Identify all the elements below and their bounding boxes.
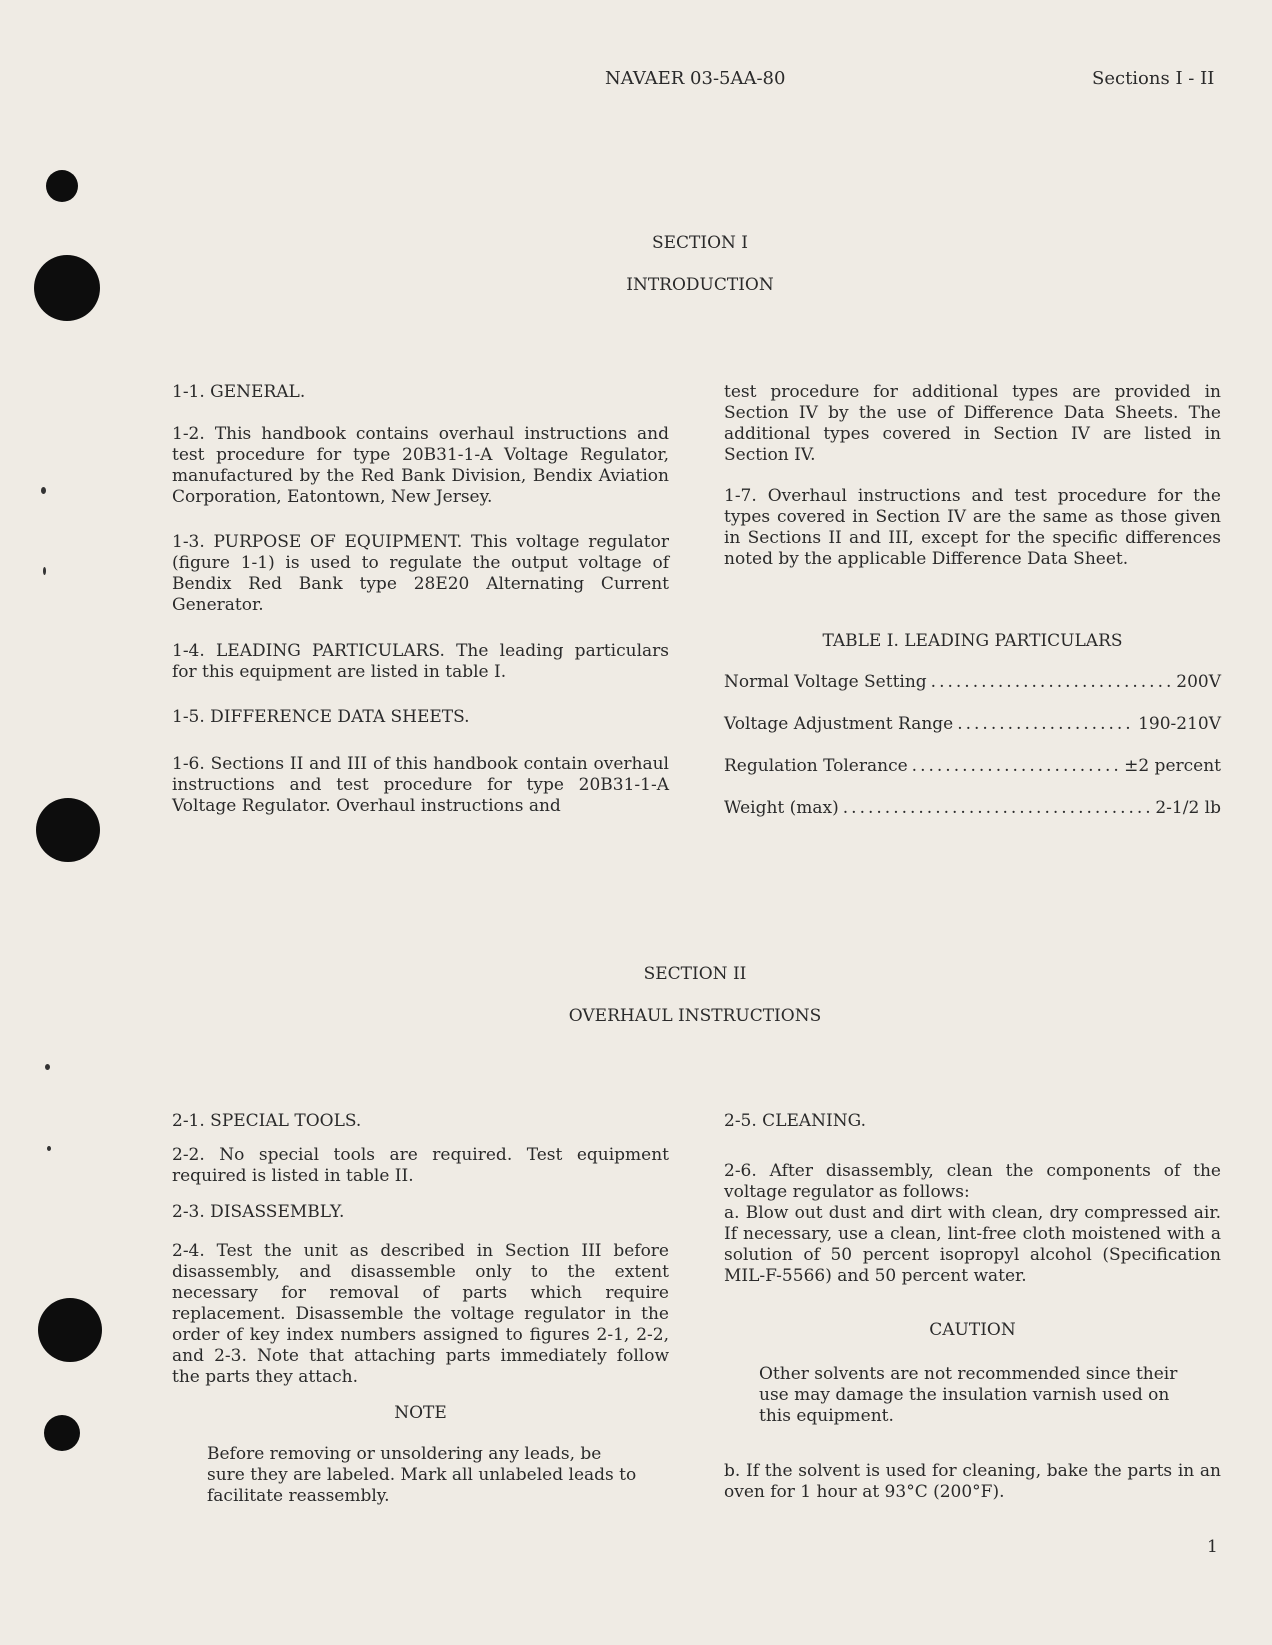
para-2-5: 2-5. CLEANING. [724,1111,867,1131]
section-2-number: SECTION II [643,964,747,984]
para-1-6-continued: test procedure for additional types are provided in Section IV by the use of Difference Data Sheets. The additional types covered in Section IV are listed in Section IV. [724,382,1221,465]
para-1-6: 1-6. Sections II and III of this handbook contain overhaul instructions and test procedure for type 20B31-1-A Voltage Regulator. Overhaul instructions and [172,754,669,816]
binder-hole-2 [34,255,100,321]
table-row-label: Regulation Tolerance [724,756,908,776]
table-row-value: 2-1/2 lb [1155,798,1221,818]
binder-hole-5 [44,1415,80,1451]
para-2-1: 2-1. SPECIAL TOOLS. [172,1111,362,1131]
para-2-6b: b. If the solvent is used for cleaning, bake the parts in an oven for 1 hour at 93°C (200°F). [724,1461,1221,1502]
speck [45,1064,50,1070]
table-row [724,714,1221,734]
binder-hole-3 [36,798,100,862]
table-row [724,756,1221,776]
section-1-number: SECTION I [651,233,749,253]
speck [41,487,46,494]
para-1-7: 1-7. Overhaul instructions and test procedure for the types covered in Section IV are the same as those given in Sections II and III, except for the specific differences noted by the applicable Difference Data Sheet. [724,486,1221,569]
binder-hole-1 [46,170,78,202]
binder-hole-4 [38,1298,102,1362]
caution-title: CAUTION [929,1320,1016,1340]
table-row-value: 200V [1176,672,1221,692]
table-row-value: 190-210V [1138,714,1221,734]
para-2-6: 2-6. After disassembly, clean the components of the voltage regulator as follows: [724,1161,1221,1202]
table-row [724,798,1221,818]
table-row-value: ±2 percent [1124,756,1221,776]
table-row-label: Normal Voltage Setting [724,672,927,692]
para-2-2: 2-2. No special tools are required. Test equipment required is listed in table II. [172,1145,669,1186]
para-1-3: 1-3. PURPOSE OF EQUIPMENT. This voltage regulator (figure 1-1) is used to regulate the output voltage of Bendix Red Bank type 28E20 Alternating Current Generator. [172,532,669,615]
para-1-4: 1-4. LEADING PARTICULARS. The leading particulars for this equipment are listed in table I. [172,641,669,682]
table-row [724,672,1221,692]
section-1-title: INTRODUCTION [626,275,774,295]
para-2-3: 2-3. DISASSEMBLY. [172,1202,345,1222]
leader-dots [957,714,1134,734]
table-row-label: Weight (max) [724,798,839,818]
caution-text: Other solvents are not recommended since their use may damage the insulation varnish used on this equipment. [759,1364,1178,1426]
leader-dots [912,756,1120,776]
speck [47,1146,51,1151]
table-1-title: TABLE I. LEADING PARTICULARS [822,631,1123,651]
para-1-5: 1-5. DIFFERENCE DATA SHEETS. [172,707,470,727]
leader-dots [931,672,1173,692]
para-2-6a: a. Blow out dust and dirt with clean, dry compressed air. If necessary, use a clean, lint-free cloth moistened with a solution of 50 percent isopropyl alcohol (Specification MIL-F-5566) and 50 percent water. [724,1203,1221,1286]
table-row-label: Voltage Adjustment Range [724,714,954,734]
page-number: 1 [1207,1537,1218,1557]
para-2-4: 2-4. Test the unit as described in Section III before disassembly, and disassemble only to the extent necessary for removal of parts which require replacement. Disassemble the voltage regulator in the order of key index numbers assigned to figures 2-1, 2-2, and 2-3. Note that attaching parts immediately follow the parts they attach. [172,1241,669,1387]
leader-dots [843,798,1152,818]
para-1-2: 1-2. This handbook contains overhaul instructions and test procedure for type 20B31-1-A Voltage Regulator, manufactured by the Red Bank Division, Bendix Aviation Corporation, Eatontown, New Jersey. [172,424,669,507]
doc-number: NAVAER 03-5AA-80 [605,68,786,89]
note-title: NOTE [394,1403,447,1423]
section-2-title: OVERHAUL INSTRUCTIONS [568,1006,822,1026]
para-1-1: 1-1. GENERAL. [172,382,306,402]
speck [43,567,46,575]
sections-range: Sections I - II [1092,68,1215,89]
note-text: Before removing or unsoldering any leads, be sure they are labeled. Mark all unlabeled leads to facilitate reassembly. [207,1444,637,1506]
